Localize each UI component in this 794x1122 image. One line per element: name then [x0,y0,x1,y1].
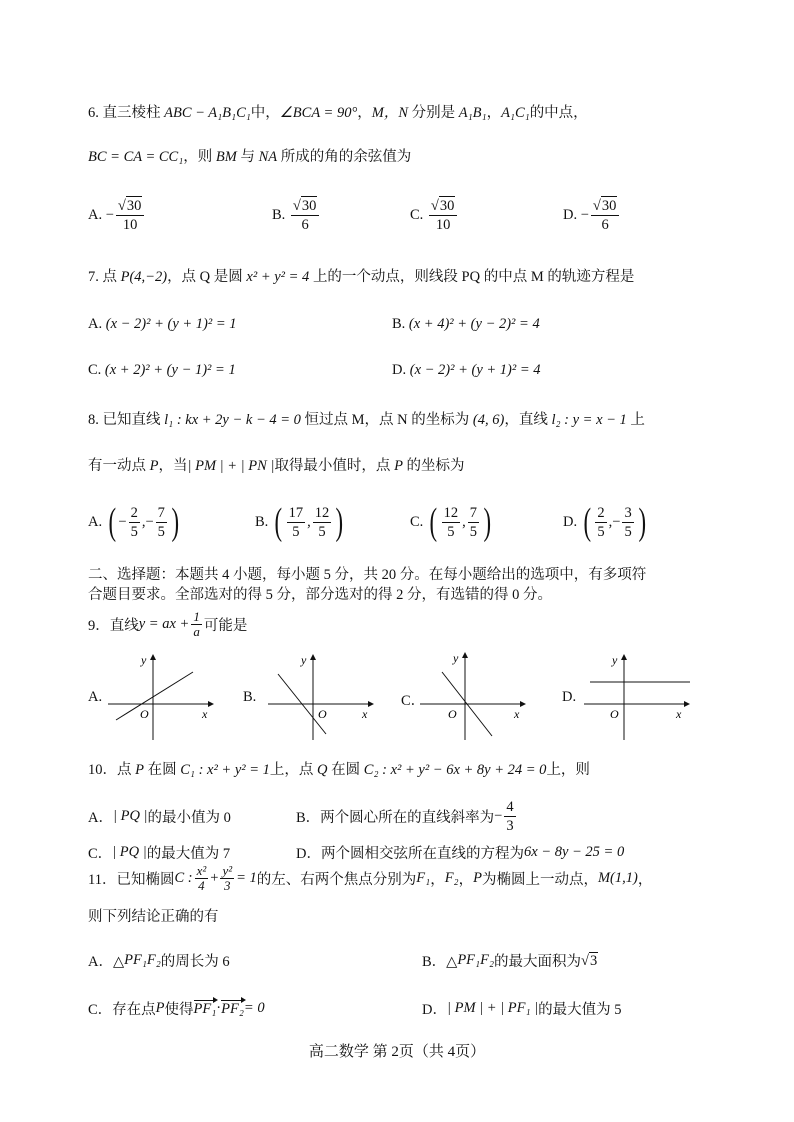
q10-text: 上，则 [546,762,590,778]
q11-option-c[interactable] [88,998,265,1019]
option-fraction: $\frac{17}{5}$ [288,504,304,540]
q6-text: 与 [240,149,255,165]
q6-option-c[interactable] [410,196,459,234]
x-axis-arrow-icon [208,701,214,707]
paren-left: ( [108,501,116,543]
page-footer: 高二数学 第 2页（共 4页） [308,1044,486,1060]
q11-math: = 1 [236,870,257,886]
q9-graph-d[interactable] [584,652,694,742]
q7-stem [88,267,634,287]
paren-left: ( [583,501,591,543]
origin-label: O [140,707,149,721]
q11-math: F₂ [444,870,459,886]
q6-stem-line2 [88,147,411,167]
q6-option-a[interactable] [88,196,146,234]
q8-option-b[interactable]: B. ( $\frac{17}{5}$ , $\frac{12}{5}$ ) [255,501,344,543]
q11-option-b[interactable]: B．△ PF₁F₂ 的最大面积为 √3 [422,952,598,970]
option-math: 6x − 8y − 25 = 0 [523,844,625,860]
q6-math: NA [258,149,278,165]
option-sign: − [612,513,621,530]
q6-math: A₁C₁ [501,105,530,121]
q11-text: 的左、右两个焦点分别为 [256,872,417,888]
q8-math: P [149,458,159,474]
option-fraction: $\frac{√30}{6}$ [291,196,319,234]
q8-math: | PM | + | PN | [187,458,275,474]
q9-option-b-label[interactable]: B. [243,689,257,705]
option-label: B. [255,513,269,530]
q10-text: 10．点 [88,762,132,778]
y-axis-arrow-icon [621,654,627,660]
y-axis-arrow-icon [462,652,468,658]
y-axis-arrow-icon [150,654,156,660]
y-label: y [453,651,459,665]
option-math: | PM | + | PF₁ | [446,1000,539,1016]
q6-text: 直三棱柱 [102,105,161,121]
q8-option-c[interactable]: C. ( $\frac{12}{5}$ , $\frac{7}{5}$ ) [410,501,492,543]
option-math: P [155,1000,165,1016]
q7-text: ，点 Q 是圆 [167,269,243,285]
q8-math: P [394,458,403,474]
q11-math: M(1,1) [597,870,638,886]
q10-stem [88,760,590,780]
option-fraction: $\frac{3}{5}$ [624,504,632,540]
q6-text: 中， [250,105,280,121]
q8-math: l₂ : y = x − 1 [551,412,627,428]
q6-math: BC = CA = CC₁ [88,149,184,165]
option-label: B. [392,316,406,332]
x-axis-arrow-icon [368,701,374,707]
y-label: y [141,653,147,667]
q7-text: 7. 点 [88,269,117,285]
q7-math: x² + y² = 4 [246,269,310,285]
q8-stem-line2 [88,456,465,476]
q9-graph-a[interactable] [108,652,218,742]
y-label: y [301,653,307,667]
option-text: 的最小值为 0 [147,810,231,826]
option-label: A．△ [88,954,125,970]
q11-option-a[interactable] [88,950,230,971]
q7-option-a[interactable] [88,316,237,333]
q10-option-a[interactable] [88,806,231,827]
q6-math: ∠BCA = 90° [279,105,358,121]
q8-text: ，直线 [504,412,548,428]
q11-stem-line2: 则下列结论正确的有 [88,909,219,925]
q9-math: y = ax + [138,616,190,632]
x-axis-arrow-icon [520,701,526,707]
q7-option-b[interactable] [392,316,540,333]
q10-math: P [135,762,144,778]
option-label: C. [88,362,102,378]
option-fraction: $\frac{√30}{6}$ [591,196,619,234]
q11-stem-line1 [88,864,652,893]
option-text: (x + 2)² + (y − 1)² = 1 [104,362,236,378]
q9-text: 可能是 [203,618,248,634]
q10-math: C₁ : x² + y² = 1 [180,762,270,778]
option-text: D．两个圆相交弦所在直线的方程为 [296,846,524,862]
q9-option-c-label[interactable]: C． [401,693,426,709]
q6-number: 6. [88,105,99,121]
option-text: 的周长为 6 [160,954,230,970]
option-fraction: $\frac{2}{5}$ [597,504,605,540]
option-label: C. [410,206,424,223]
q9-option-a-label[interactable]: A. [88,689,103,705]
option-fraction: $\frac{√30}{10}$ [116,196,144,234]
option-label: D. [392,362,407,378]
paren-right: ) [171,501,180,543]
q11-fraction: $\frac{\text{y²}}{3}$ [222,863,233,893]
q11-math: C : [174,870,193,886]
option-text: 的最大值为 5 [538,1002,622,1018]
paren-left: ( [274,501,283,543]
section2-heading: 二、选择题：本题共 4 小题，每小题 5 分，共 20 分。在每小题给出的选项中，有多项符 [88,567,647,583]
option-sign: − [580,206,589,223]
q10-option-c[interactable] [88,842,230,863]
option-fraction: $\frac{12}{5}$ [443,504,459,540]
section2-heading-line2: 合题目要求。全部选对的得 5 分，部分选对的得 2 分，有选错的得 0 分。 [88,587,552,603]
q9-option-d-label[interactable]: D. [562,689,577,705]
q6-text: 分别是 [411,105,456,121]
q11-math: F₁ [416,870,431,886]
q6-text: ， [357,105,372,121]
q10-text: 上，点 [269,762,314,778]
q6-math: ABC − A₁B₁C₁ [164,105,251,121]
paren-right: ) [638,501,646,543]
y-axis-arrow-icon [310,654,316,660]
y-label: y [612,653,618,667]
x-label: x [202,707,208,721]
q11-text: 为椭圆上一动点， [481,872,598,888]
q8-math: (4, 6) [472,412,505,428]
paren-right: ) [335,501,344,543]
option-fraction: $\frac{2}{5}$ [130,504,138,540]
q11-math: P [473,870,482,886]
q8-stem-line1 [88,410,645,430]
q10-option-b[interactable] [296,798,518,835]
option-math: | PQ | [112,808,148,824]
q10-text: 在圆 [147,762,177,778]
option-sign: − [118,513,127,530]
option-math: | PQ | [112,844,147,860]
x-label: x [514,707,520,721]
q6-option-d[interactable] [563,196,621,234]
option-text: 的最大值为 7 [146,846,231,862]
option-text: C．存在点 [88,1002,156,1018]
option-math: 3 [589,952,598,969]
option-fraction: $\frac{√30}{10}$ [429,196,457,234]
option-math: PF₁F₂ [124,952,161,968]
origin-label: O [448,707,457,721]
option-label: A. [88,206,103,223]
option-text: B．两个圆心所在的直线斜率为 [296,810,495,826]
x-label: x [676,707,682,721]
q9-graph-c[interactable] [420,650,530,742]
q6-text: 的中点， [529,105,588,121]
option-sign: − [494,808,503,824]
q8-text: 上 [630,412,645,428]
q8-text: ，当 [158,458,188,474]
option-text: (x − 2)² + (y + 1)² = 1 [105,316,237,332]
q9-stem [88,610,247,639]
q6-math: M，N [371,105,409,121]
q7-text: 上的一个动点，则线段 PQ 的中点 M 的轨迹方程是 [312,269,635,285]
vector-pf2: PF₂ [221,1000,244,1017]
option-fraction: $\frac{7}{5}$ [157,504,165,540]
option-fraction: $\frac{7}{5}$ [469,504,477,540]
q11-text: ， [637,872,653,888]
q6-math: BM [215,149,237,165]
q7-option-c[interactable] [88,362,236,379]
origin-label: O [610,707,619,721]
origin-label: O [318,707,327,721]
graph-line [116,672,193,720]
q11-fraction: $\frac{\text{x²}}{4}$ [196,863,207,893]
q11-text: ， [430,872,445,888]
vector-pf1: PF₁ [193,1000,217,1017]
q8-option-d[interactable]: D. ( $\frac{2}{5}$ , − $\frac{3}{5}$ ) [563,501,646,543]
option-label: A． [88,810,113,826]
q10-math: Q [317,762,328,778]
option-label: C． [88,846,113,862]
q6-math: A₁B₁ [458,105,487,121]
q6-option-b[interactable] [272,196,321,234]
q8-option-a[interactable]: A. ( − $\frac{2}{5}$ , − $\frac{7}{5}$ ) [88,501,180,543]
option-fraction: $\frac{12}{5}$ [314,504,330,540]
option-sign: − [145,513,154,530]
q11-math: + [210,870,219,886]
option-label: D. [563,206,578,223]
q8-math: l₁ : kx + 2y − k − 4 = 0 [164,412,301,428]
q7-math: P(4,−2) [120,269,168,285]
q8-text: 恒过点 M，点 N 的坐标为 [304,412,470,428]
q9-fraction: $\frac{1}{a}$ [193,609,200,639]
option-label: D. [563,513,578,530]
option-sign: − [105,206,114,223]
option-math: PF₁F₂ [457,952,494,968]
paren-left: ( [429,501,438,543]
q8-text: 的坐标为 [406,458,465,474]
option-text: (x − 2)² + (y + 1)² = 4 [409,362,541,378]
q10-option-d[interactable] [296,842,624,863]
q9-text: 9．直线 [88,618,139,634]
q7-option-d[interactable] [392,362,541,379]
x-label: x [362,707,368,721]
option-label: D． [422,1002,447,1018]
q8-text: 有一动点 [88,458,146,474]
q6-text: ， [486,105,502,121]
q10-math: C₂ : x² + y² − 6x + 8y + 24 = 0 [363,762,547,778]
q11-text: 11．已知椭圆 [88,872,175,888]
option-math: = 0 [243,1000,265,1016]
option-label: A. [88,316,103,332]
option-label: C. [410,513,424,530]
dot-operator: · [216,1000,222,1016]
q11-option-d[interactable] [422,998,622,1019]
q6-stem-line1 [88,103,588,123]
option-text: (x + 4)² + (y − 2)² = 4 [408,316,540,332]
q8-text: 取得最小值时，点 [274,458,391,474]
q8-text: 8. 已知直线 [88,412,161,428]
option-text: 使得 [164,1002,194,1018]
q6-text: 所成的角的余弦值为 [280,149,412,165]
paren-right: ) [483,501,492,543]
q6-text: ，则 [183,149,213,165]
option-label: A. [88,513,103,530]
q9-graph-b[interactable] [268,652,378,742]
option-text: 的最大面积为 [493,954,581,970]
option-fraction: $\frac{4}{3}$ [506,799,514,834]
x-axis-arrow-icon [684,701,690,707]
option-label: B．△ [422,954,458,970]
q11-text: ， [458,872,474,888]
option-label: B. [272,206,286,223]
q10-text: 在圆 [331,762,361,778]
